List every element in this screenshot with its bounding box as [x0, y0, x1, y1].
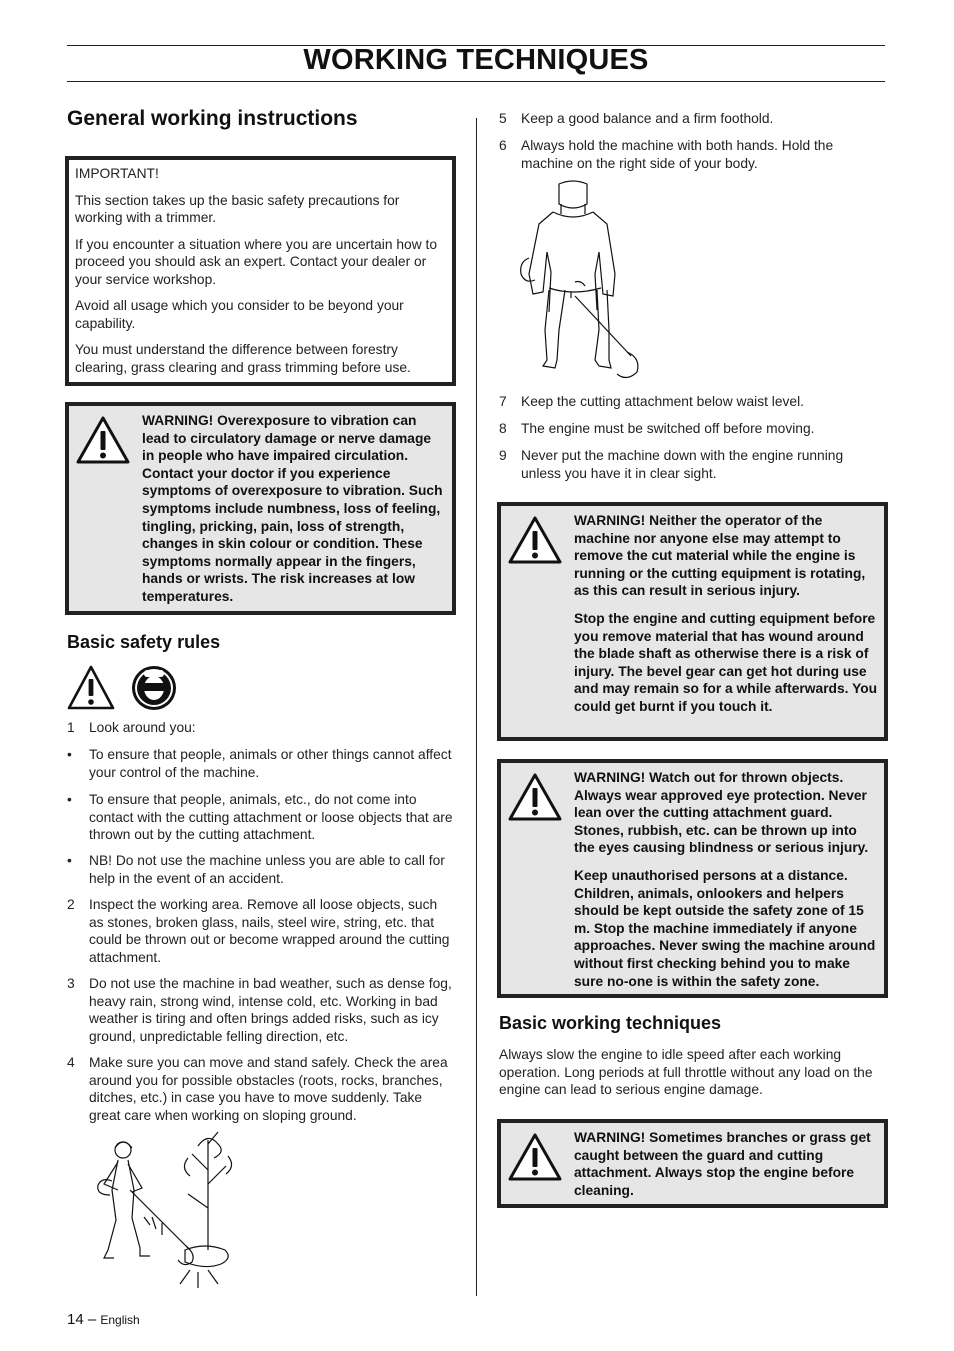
cut-material-warning-para: WARNING! Neither the operator of the machine nor anyone else may attempt to remove the cut material while the engine is running or the cutting equipment is rotating, as this can result in serious injury. — [574, 513, 866, 599]
warning-triangle-icon — [69, 667, 113, 708]
cut-material-warning-para: Stop the engine and cutting equipment before you remove material that has wound around the blade shaft as otherwise there is a risk of injury. The bevel gear can get hot during use and may remain so for a while afterwards. You could get burnt if you touch it. — [574, 610, 878, 714]
branches-warning-text: WARNING! Sometimes branches or grass get caught between the guard and cutting attachment. Always stop the engine before cleaning. — [574, 1130, 871, 1198]
page-footer — [67, 1311, 140, 1328]
cut-material-warning-box — [497, 502, 888, 741]
important-box — [65, 156, 456, 386]
warning-triangle-icon — [508, 1133, 562, 1181]
operator-stance-illustration — [515, 178, 675, 383]
thrown-objects-warning-box — [497, 759, 888, 998]
warning-triangle-icon — [76, 416, 130, 464]
vibration-warning-text: WARNING! Overexposure to vibration can lead to circulatory damage or nerve damage in people who have impaired circulation. Contact your doctor if you experience symptoms of overexposure to vibration. Such symptoms include numbness, loss of feeling, tingling, pricking, pain, loss of strength, changes in skin colour or condition. These symptoms normally appear in the fingers, hands or wrists. The risk increases at low temperatures. — [142, 413, 443, 604]
techniques-intro: Always slow the engine to idle speed after each working operation. Long periods at full throttle without any load on the engine can lead to serious engine damage. — [499, 1047, 873, 1097]
safety-heading: Basic safety rules — [67, 632, 221, 652]
important-para: Avoid all usage which you consider to be beyond your capability. — [75, 298, 404, 331]
general-heading: General working instructions — [67, 107, 358, 130]
page-number: 14 – — [67, 1311, 97, 1328]
important-para: This section takes up the basic safety precautions for working with a trimmer. — [75, 192, 400, 225]
footer-language: English — [100, 1313, 140, 1327]
safety-symbols — [67, 664, 187, 714]
eye-protection-icon — [132, 666, 176, 710]
column-divider — [476, 118, 477, 1296]
header-rule-bottom — [67, 81, 885, 82]
techniques-heading: Basic working techniques — [499, 1013, 722, 1033]
page-title: WORKING TECHNIQUES — [303, 44, 649, 76]
important-label: IMPORTANT! — [75, 166, 159, 181]
thrown-objects-warning-para: Keep unauthorised persons at a distance. Children, animals, onlookers and helpers should be kept outside the safety zone of 15 m. Stop the machine immediately if anyone approaches. Never swing the machine around without first checking behind you to make sure no-one is within the safety zone. — [574, 867, 876, 989]
warning-triangle-icon — [508, 516, 562, 564]
branches-warning-box — [497, 1119, 888, 1208]
thrown-objects-warning-para: WARNING! Watch out for thrown objects. Always wear approved eye protection. Never lean over the cutting attachment guard. Stones, rubbish, etc. can be thrown up into the eyes causing blindness or serious injury. — [574, 770, 869, 856]
important-para: If you encounter a situation where you are uncertain how to proceed you should ask an expert. Contact your dealer or your service workshop. — [75, 236, 438, 287]
important-para: You must understand the difference between forestry clearing, grass clearing and grass trimming before use. — [75, 342, 411, 375]
trimming-obstacles-illustration — [90, 1130, 240, 1290]
warning-triangle-icon — [508, 773, 562, 821]
vibration-warning-box — [65, 402, 456, 615]
